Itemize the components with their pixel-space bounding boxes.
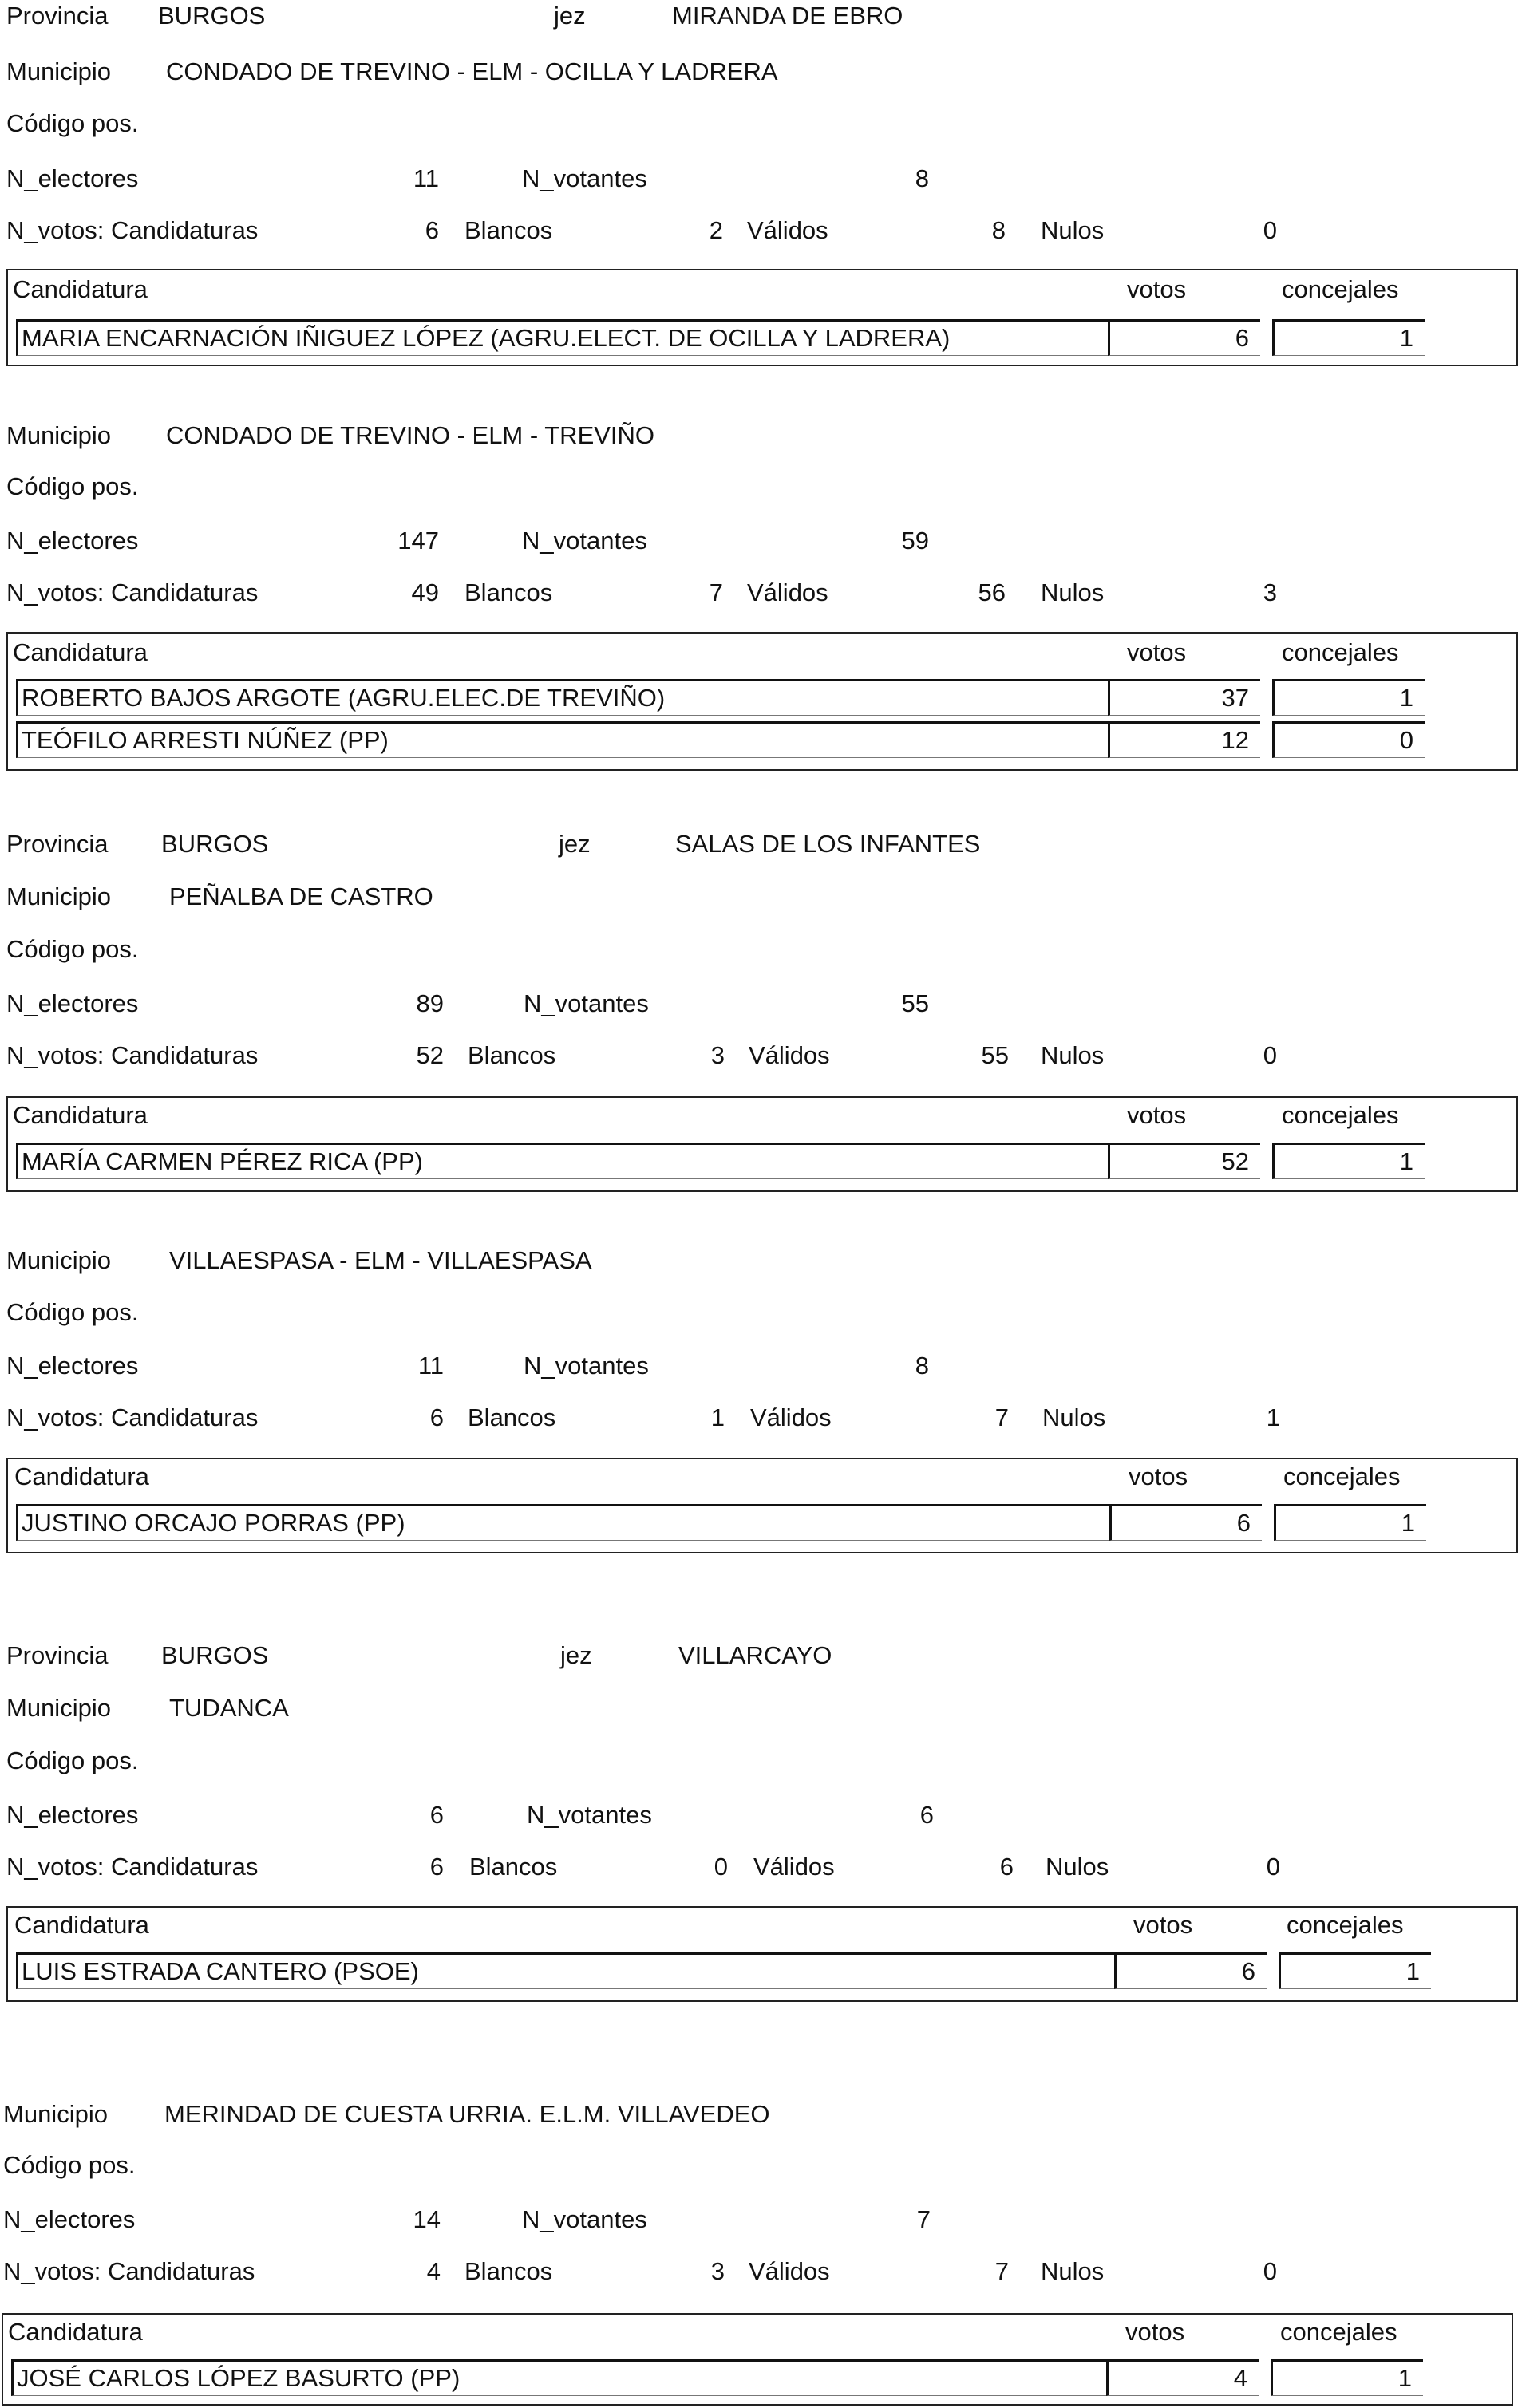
n-votantes-label: N_votantes	[522, 527, 647, 555]
provincia-value: BURGOS	[161, 1641, 269, 1669]
nulos-label: Nulos	[1042, 1403, 1106, 1431]
provincia-label: Provincia	[6, 1641, 109, 1669]
n-votantes-value: 59	[901, 527, 929, 555]
concejales-box: 1	[1274, 1504, 1426, 1541]
candidate-name: TEÓFILO ARRESTI NÚÑEZ (PP)	[16, 721, 1116, 758]
concejales-box: 1	[1272, 319, 1425, 356]
blancos-value: 0	[714, 1853, 728, 1881]
municipio-value: CONDADO DE TREVINO - ELM - OCILLA Y LADRERA	[166, 57, 778, 85]
concejales-header: concejales	[1282, 275, 1399, 303]
votos-box: 6	[1108, 319, 1260, 356]
nulos-label: Nulos	[1041, 578, 1105, 606]
provincia-label: Provincia	[6, 830, 109, 858]
codigo-pos-label: Código pos.	[6, 1747, 139, 1774]
municipio-label: Municipio	[6, 421, 111, 449]
validos-label: Válidos	[749, 1041, 830, 1069]
n-votantes-label: N_votantes	[524, 1352, 649, 1380]
blancos-label: Blancos	[464, 578, 553, 606]
n-votantes-value: 7	[916, 2205, 931, 2233]
concejales-box: 1	[1271, 2359, 1423, 2396]
municipio-value: PEÑALBA DE CASTRO	[169, 882, 433, 910]
nulos-value: 0	[1263, 1041, 1277, 1069]
votos-box: 12	[1108, 721, 1260, 758]
n-votantes-label: N_votantes	[522, 2205, 647, 2233]
blancos-value: 3	[710, 2257, 725, 2285]
municipio-label: Municipio	[6, 1246, 111, 1274]
concejales-box: 1	[1272, 1143, 1425, 1179]
n-votos-label: N_votos: Candidaturas	[3, 2257, 255, 2285]
n-votos-label: N_votos: Candidaturas	[6, 1403, 259, 1431]
validos-label: Válidos	[750, 1403, 832, 1431]
provincia-value: BURGOS	[161, 830, 269, 858]
nulos-label: Nulos	[1041, 2257, 1105, 2285]
votos-header: votos	[1127, 275, 1187, 303]
votos-box: 6	[1109, 1504, 1262, 1541]
n-electores-label: N_electores	[6, 527, 139, 555]
votos-header: votos	[1127, 638, 1187, 666]
validos-label: Válidos	[747, 216, 828, 244]
candidaturas-value: 6	[429, 1403, 444, 1431]
concejales-box: 1	[1272, 679, 1425, 716]
candidatura-table	[6, 1096, 1518, 1192]
blancos-value: 1	[710, 1403, 725, 1431]
codigo-pos-label: Código pos.	[3, 2151, 136, 2179]
votos-box: 52	[1108, 1143, 1260, 1179]
candidatura-table	[6, 269, 1518, 366]
municipio-label: Municipio	[6, 1694, 111, 1722]
n-electores-value: 14	[413, 2205, 441, 2233]
n-electores-value: 89	[416, 989, 444, 1017]
municipio-value: TUDANCA	[169, 1694, 289, 1722]
n-electores-label: N_electores	[6, 1352, 139, 1380]
candidate-name: MARIA ENCARNACIÓN IÑIGUEZ LÓPEZ (AGRU.ELECT. DE OCILLA Y LADRERA)	[16, 319, 1116, 356]
municipio-value: CONDADO DE TREVINO - ELM - TREVIÑO	[166, 421, 655, 449]
codigo-pos-label: Código pos.	[6, 472, 139, 500]
nulos-label: Nulos	[1041, 216, 1105, 244]
n-votantes-value: 8	[915, 164, 929, 192]
n-electores-label: N_electores	[6, 1801, 139, 1829]
candidatura-header: Candidatura	[14, 1463, 149, 1490]
validos-label: Válidos	[749, 2257, 830, 2285]
blancos-label: Blancos	[468, 1041, 556, 1069]
candidatura-header: Candidatura	[13, 1101, 148, 1129]
jez-value: MIRANDA DE EBRO	[672, 2, 903, 30]
votos-box: 4	[1106, 2359, 1259, 2396]
concejales-header: concejales	[1282, 1101, 1399, 1129]
votos-header: votos	[1133, 1911, 1193, 1939]
n-votos-label: N_votos: Candidaturas	[6, 1041, 259, 1069]
candidate-name: LUIS ESTRADA CANTERO (PSOE)	[16, 1952, 1116, 1989]
n-votantes-value: 6	[919, 1801, 934, 1829]
validos-label: Válidos	[753, 1853, 835, 1881]
candidaturas-value: 52	[416, 1041, 444, 1069]
n-votantes-label: N_votantes	[522, 164, 647, 192]
validos-value: 55	[981, 1041, 1009, 1069]
candidaturas-value: 4	[426, 2257, 441, 2285]
votos-box: 6	[1114, 1952, 1267, 1989]
n-votos-label: N_votos: Candidaturas	[6, 1853, 259, 1881]
codigo-pos-label: Código pos.	[6, 109, 139, 137]
nulos-value: 0	[1266, 1853, 1280, 1881]
votos-header: votos	[1129, 1463, 1188, 1490]
candidatura-header: Candidatura	[14, 1911, 149, 1939]
municipio-value: VILLAESPASA - ELM - VILLAESPASA	[169, 1246, 592, 1274]
n-electores-value: 6	[429, 1801, 444, 1829]
jez-label: jez	[560, 1641, 592, 1669]
candidaturas-value: 6	[425, 216, 439, 244]
candidate-name: JUSTINO ORCAJO PORRAS (PP)	[16, 1504, 1116, 1541]
candidate-name: JOSÉ CARLOS LÓPEZ BASURTO (PP)	[11, 2359, 1111, 2396]
municipio-value: MERINDAD DE CUESTA URRIA. E.L.M. VILLAVEDEO	[164, 2100, 770, 2128]
municipio-label: Municipio	[6, 57, 111, 85]
blancos-value: 2	[709, 216, 723, 244]
jez-label: jez	[554, 2, 586, 30]
blancos-label: Blancos	[468, 1403, 556, 1431]
concejales-header: concejales	[1283, 1463, 1401, 1490]
n-electores-label: N_electores	[6, 164, 139, 192]
nulos-label: Nulos	[1046, 1853, 1109, 1881]
validos-value: 7	[994, 2257, 1009, 2285]
candidatura-header: Candidatura	[13, 275, 148, 303]
candidaturas-value: 49	[411, 578, 439, 606]
jez-value: VILLARCAYO	[678, 1641, 832, 1669]
nulos-value: 3	[1263, 578, 1277, 606]
n-electores-label: N_electores	[3, 2205, 136, 2233]
votos-header: votos	[1125, 2318, 1185, 2346]
votos-header: votos	[1127, 1101, 1187, 1129]
blancos-label: Blancos	[464, 2257, 553, 2285]
blancos-label: Blancos	[464, 216, 553, 244]
validos-value: 6	[999, 1853, 1014, 1881]
blancos-value: 7	[709, 578, 723, 606]
n-electores-label: N_electores	[6, 989, 139, 1017]
n-votantes-value: 8	[915, 1352, 929, 1380]
concejales-box: 1	[1279, 1952, 1431, 1989]
provincia-label: Provincia	[6, 2, 109, 30]
n-votantes-label: N_votantes	[527, 1801, 652, 1829]
blancos-label: Blancos	[469, 1853, 558, 1881]
municipio-label: Municipio	[3, 2100, 108, 2128]
concejales-header: concejales	[1282, 638, 1399, 666]
validos-value: 7	[994, 1403, 1009, 1431]
concejales-box: 0	[1272, 721, 1425, 758]
n-electores-value: 11	[413, 164, 439, 192]
nulos-label: Nulos	[1041, 1041, 1105, 1069]
nulos-value: 0	[1263, 216, 1277, 244]
n-electores-value: 147	[397, 527, 439, 555]
blancos-value: 3	[710, 1041, 725, 1069]
candidate-name: MARÍA CARMEN PÉREZ RICA (PP)	[16, 1143, 1116, 1179]
jez-label: jez	[559, 830, 591, 858]
validos-label: Válidos	[747, 578, 828, 606]
nulos-value: 1	[1266, 1403, 1280, 1431]
candidaturas-value: 6	[429, 1853, 444, 1881]
n-votos-label: N_votos: Candidaturas	[6, 216, 259, 244]
candidatura-header: Candidatura	[8, 2318, 143, 2346]
provincia-value: BURGOS	[158, 2, 266, 30]
n-electores-value: 11	[417, 1352, 444, 1380]
n-votos-label: N_votos: Candidaturas	[6, 578, 259, 606]
candidatura-table	[2, 2313, 1513, 2406]
validos-value: 56	[978, 578, 1006, 606]
candidatura-table	[6, 1458, 1518, 1553]
nulos-value: 0	[1263, 2257, 1277, 2285]
candidatura-header: Candidatura	[13, 638, 148, 666]
codigo-pos-label: Código pos.	[6, 1298, 139, 1326]
candidatura-table	[6, 632, 1518, 771]
n-votantes-label: N_votantes	[524, 989, 649, 1017]
n-votantes-value: 55	[901, 989, 929, 1017]
candidatura-table	[6, 1906, 1518, 2002]
jez-value: SALAS DE LOS INFANTES	[675, 830, 981, 858]
concejales-header: concejales	[1287, 1911, 1404, 1939]
votos-box: 37	[1108, 679, 1260, 716]
concejales-header: concejales	[1280, 2318, 1397, 2346]
validos-value: 8	[991, 216, 1006, 244]
codigo-pos-label: Código pos.	[6, 935, 139, 963]
municipio-label: Municipio	[6, 882, 111, 910]
candidate-name: ROBERTO BAJOS ARGOTE (AGRU.ELEC.DE TREVIÑO)	[16, 679, 1116, 716]
